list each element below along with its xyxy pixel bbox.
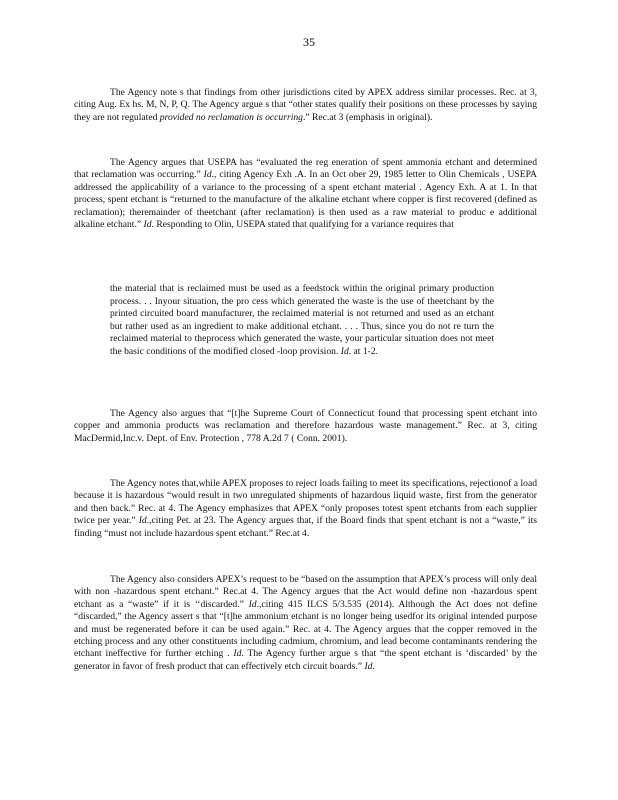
paragraph-text: . [372, 660, 375, 672]
citation-id: Id [340, 345, 349, 357]
paragraph-text: .,citing Pet. at 23. The Agency argues that, if the Board finds that spent etchant is not a “waste,” its finding “must not include hazardous spent etchant.” Rec.at 4. [74, 515, 537, 539]
quote-text: the material that is reclaimed must be used as a feedstock within the original primary production process. . . Inyour situation, the pro cess which generated the waste is the use of theetchant by the printed circuited board manufacturer, the reclaimed material is not returned and used as an etchant but rather used as an ingredient to make additional etchant. . . . Thus, since you do not re turn the reclaimed material to theprocess which generated the waste, your particular situation does not meet the basic conditions of the modified closed -loop provision. [110, 283, 494, 357]
paragraph-text: The Agency note s that findings from other jurisdictions cited by APEX address similar processes. Rec. at 3, citing Aug. Ex hs. M, N, P, Q. The Agency argue s that “other states qualify their positions on these processes by saying they are not regulated [74, 87, 537, 123]
citation-id: Id [248, 598, 257, 610]
paragraph-discarded [74, 574, 537, 673]
paragraph-text: ., citing Agency Exh .A. In an Oct ober 29, 1985 letter to Olin Chemicals , USEPA addressed the applicability of a variance to the processing of a spent etchant material . Agency Exh. A at 1. In that process, spent etchant is “returned to the manufacture of the alkaline etchant where copper is first recovered (defined as reclamation); theremainder of theetchant (after reclamation) is then used as a raw material to produc e additional alkaline etchant.” [74, 169, 537, 231]
paragraph-other-jurisdictions [74, 87, 537, 124]
paragraph-text: . The Agency further argue s that “the spent etchant is ‘discarded’ by the generator in favor of fresh product that can effectively etch circuit boards.” [74, 648, 537, 672]
paragraph-text: .” Rec.at 3 (emphasis in original). [302, 111, 433, 123]
paragraph-text: The Agency also considers APEX’s request to be “based on the assumption that APEX’s process will only deal with non -hazardous spent etchant.” Rec.at 4. The Agency argues that the Act would define non -hazardous spent etchant as a “waste” if it is ‘‘discarded.” [74, 574, 537, 610]
paragraph-usepa [74, 157, 537, 231]
paragraph-text: The Agency notes that,while APEX proposes to reject loads failing to meet its specifications, rejectionof a load because it is hazardous “would result in two unregulated shipments of hazardous liquid waste, first from the generator and then back.” Rec. at 4. The Agency emphasizes that APEX “only proposes totest spent etchants from each supplier twice per year.” [74, 478, 537, 527]
paragraph-text: . Responding to Olin, USEPA stated that qualifying for a variance requires that [151, 219, 454, 231]
page-number: 35 [303, 35, 315, 49]
paragraph-text: The Agency also argues that “[t]he Supreme Court of Connecticut found that processing spent etchant into copper and ammonia products was reclamation and therefore hazardous waste management.” Rec. at 3, citing MacDermid,Inc.v. Dept. of Env. Protection , 778 A.2d 7 ( Conn. 2001). [74, 408, 537, 444]
paragraph-specifications [74, 478, 537, 540]
citation-id: Id [138, 515, 147, 527]
citation-id: Id [143, 219, 152, 231]
quote-text: . at 1-2. [348, 345, 379, 357]
paragraph-connecticut [74, 408, 537, 445]
paragraph-text: .,citing 415 ILCS 5/3.535 (2014). Although the Act does not define “discarded,” the Agency assert s that “[t]he ammonium etchant is no longer being usedfor its original intended purpose and must be regenerated before it can be used again.” Rec. at 4. The Agency argues that the copper removed in the etching process and any other constituents including cadmium, chromium, and lead become contaminants rendering the etchant ineffective for further etching . [74, 598, 538, 660]
citation-id: Id [364, 660, 373, 672]
block-quote [110, 283, 494, 359]
paragraph-text: The Agency argues that USEPA has “evaluated the reg eneration of spent ammonia etchant and determined that reclamation was occurring.” [74, 157, 537, 181]
citation-id: Id [233, 648, 242, 660]
citation-id: Id [203, 169, 212, 181]
emphasis-text: provided no reclamation is occurring [159, 111, 303, 123]
